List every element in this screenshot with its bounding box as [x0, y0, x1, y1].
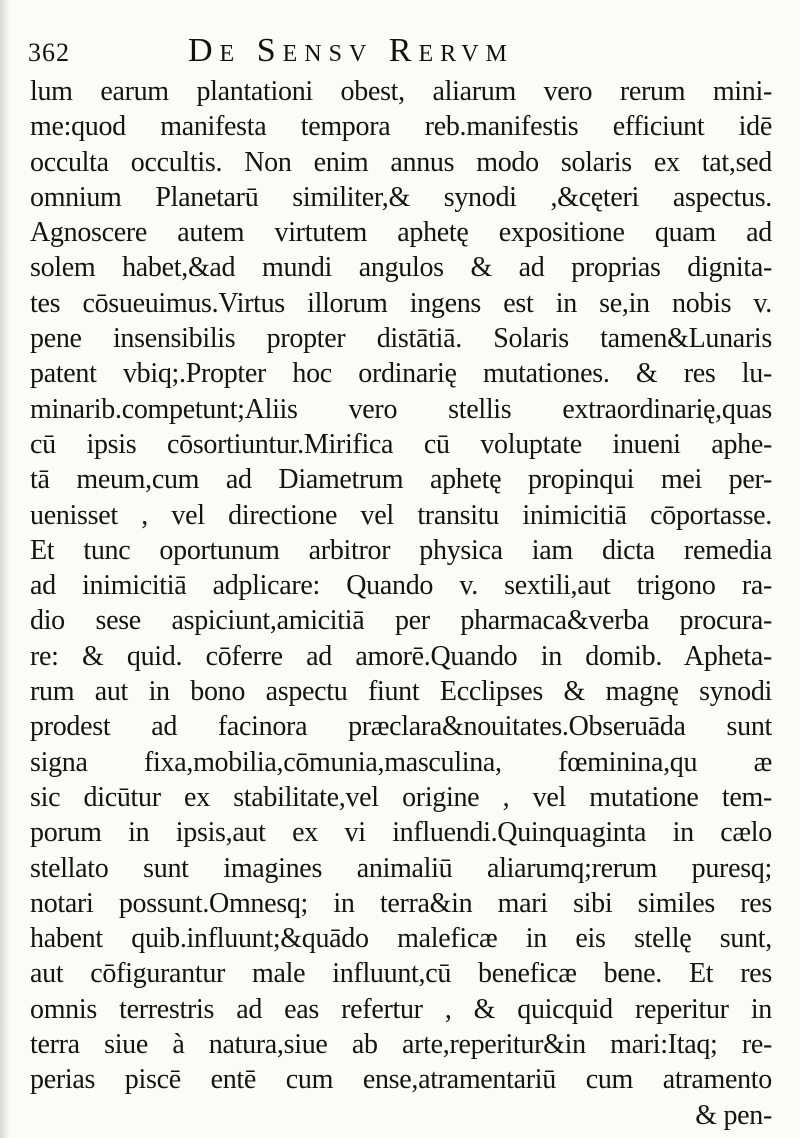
text-line: perias piscē entē cum ense,atramentariū cum atramento	[30, 1064, 772, 1096]
text-line: minarib.competunt;Aliis vero stellis extraordinarię,quas	[30, 393, 772, 425]
text-line: re: & quid. cōferre ad amorē.Quando in domib. Apheta-	[30, 640, 772, 672]
text-line: omnium Planetarū similiter,& synodi ,&cęteri aspectus.	[30, 181, 772, 213]
body-text	[30, 74, 772, 1133]
running-title: De Sensv Rervm	[188, 32, 514, 69]
text-line: aut cōfigurantur male influunt,cū beneficæ bene. Et res	[30, 958, 772, 990]
text-line: Agnoscere autem virtutem aphetę expositione quam ad	[30, 217, 772, 249]
catchword: & pen-	[695, 1099, 772, 1131]
text-line: rum aut in bono aspectu fiunt Ecclipses & magnę synodi	[30, 676, 772, 708]
text-line: porum in ipsis,aut ex vi influendi.Quinquaginta in cælo	[30, 817, 772, 849]
text-line: habent quib.influunt;&quādo maleficæ in eis stellę sunt,	[30, 923, 772, 955]
text-line: terra siue à natura,siue ab arte,reperitur&in mari:Itaq; re-	[30, 1029, 772, 1061]
text-line: uenisset , vel directione vel transitu inimicitiā cōportasse.	[30, 499, 772, 531]
text-line: ad inimicitiā adplicare: Quando v. sextili,aut trigono ra-	[30, 570, 772, 602]
text-line: sic dicūtur ex stabilitate,vel origine , vel mutatione tem-	[30, 781, 772, 813]
text-line: stellato sunt imagines animaliū aliarumq;rerum puresq;	[30, 852, 772, 884]
text-line: omnis terrestris ad eas refertur , & quicquid reperitur in	[30, 993, 772, 1025]
text-line: Et tunc oportunum arbitror physica iam dicta remedia	[30, 534, 772, 566]
text-line: tā meum,cum ad Diametrum aphetę propinqui mei per-	[30, 464, 772, 496]
text-line: solem habet,&ad mundi angulos & ad proprias dignita-	[30, 252, 772, 284]
text-line: signa fixa,mobilia,cōmunia,masculina, fœminina,qu æ	[30, 746, 772, 778]
page-number: 362	[28, 38, 70, 67]
text-line: lum earum plantationi obest, aliarum vero rerum mini-	[30, 76, 772, 107]
text-line: patent vbiq;.Propter hoc ordinarię mutationes. & res lu-	[30, 358, 772, 390]
text-line: occulta occultis. Non enim annus modo solaris ex tat,sed	[30, 146, 772, 178]
text-line: prodest ad facinora præclara&nouitates.Obseruāda sunt	[30, 711, 772, 743]
text-line: me:quod manifesta tempora reb.manifestis efficiunt idē	[30, 111, 772, 143]
page-header	[28, 30, 788, 74]
text-line: pene insensibilis propter distātiā. Solaris tamen&Lunaris	[30, 323, 772, 355]
page-edge-shadow	[0, 0, 10, 1138]
text-line: cū ipsis cōsortiuntur.Mirifica cū voluptate inueni aphe-	[30, 428, 772, 460]
text-line: tes cōsueuimus.Virtus illorum ingens est in se,in nobis v.	[30, 287, 772, 319]
text-line: dio sese aspiciunt,amicitiā per pharmaca&verba procura-	[30, 605, 772, 637]
text-line: notari possunt.Omnesq; in terra&in mari sibi similes res	[30, 887, 772, 919]
